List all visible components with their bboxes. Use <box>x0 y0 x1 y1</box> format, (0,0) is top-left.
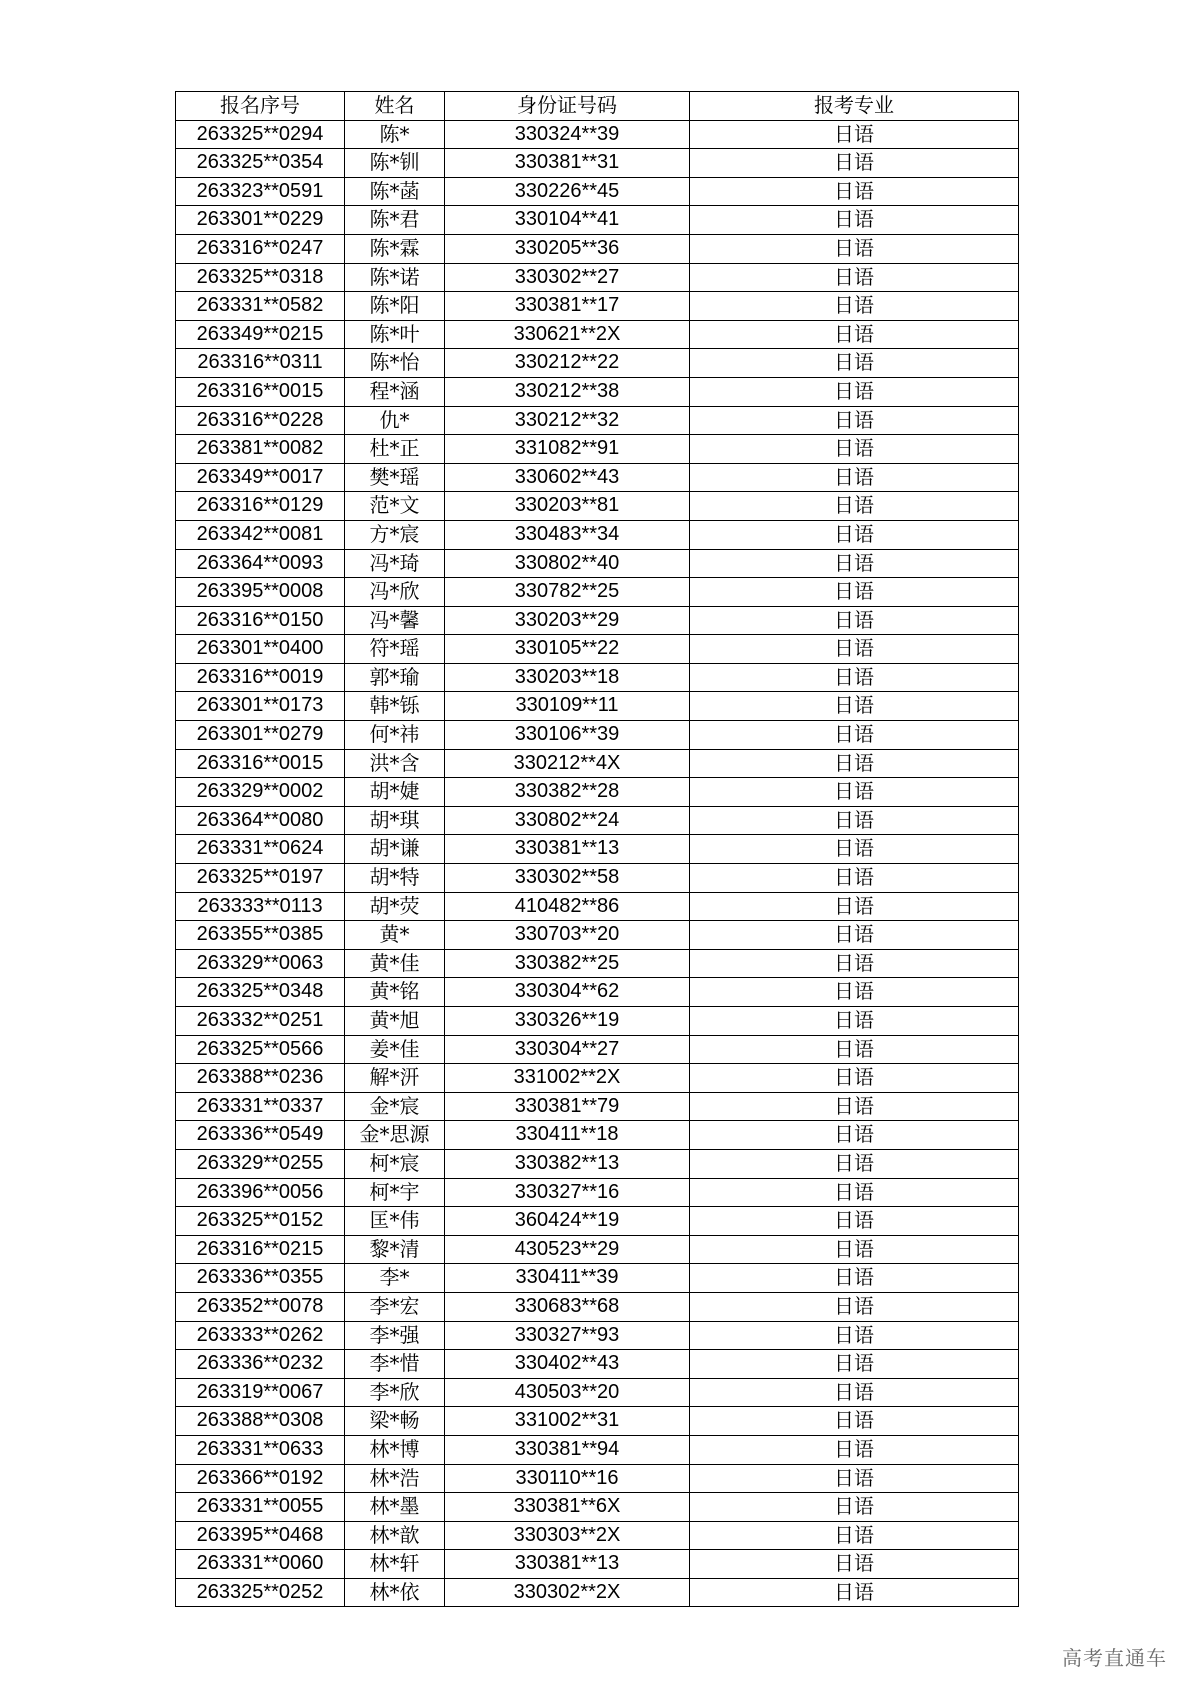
cell-registration-no: 263381**0082 <box>176 435 345 464</box>
cell-name: 柯*宇 <box>345 1178 445 1207</box>
cell-major: 日语 <box>690 778 1019 807</box>
cell-registration-no: 263301**0400 <box>176 635 345 664</box>
cell-registration-no: 263331**0055 <box>176 1493 345 1522</box>
watermark: 高考直通车 <box>1062 1646 1167 1670</box>
cell-major: 日语 <box>690 549 1019 578</box>
cell-id-number: 330226**45 <box>445 177 690 206</box>
cell-name: 范*文 <box>345 492 445 521</box>
table-header-row <box>176 92 1019 121</box>
cell-registration-no: 263316**0228 <box>176 406 345 435</box>
cell-name: 符*瑶 <box>345 635 445 664</box>
table-row <box>176 149 1019 178</box>
table-row <box>176 1035 1019 1064</box>
cell-id-number: 410482**86 <box>445 892 690 921</box>
table-row <box>176 234 1019 263</box>
table-row <box>176 463 1019 492</box>
table-row <box>176 206 1019 235</box>
cell-name: 解*汧 <box>345 1064 445 1093</box>
table-row <box>176 806 1019 835</box>
cell-major: 日语 <box>690 406 1019 435</box>
cell-id-number: 330212**38 <box>445 377 690 406</box>
cell-id-number: 330782**25 <box>445 578 690 607</box>
cell-name: 姜*佳 <box>345 1035 445 1064</box>
cell-id-number: 430523**29 <box>445 1235 690 1264</box>
cell-name: 陈*钏 <box>345 149 445 178</box>
table-row <box>176 749 1019 778</box>
cell-registration-no: 263364**0093 <box>176 549 345 578</box>
cell-id-number: 330212**22 <box>445 349 690 378</box>
table-row <box>176 978 1019 1007</box>
cell-major: 日语 <box>690 1321 1019 1350</box>
table-row <box>176 1407 1019 1436</box>
cell-registration-no: 263352**0078 <box>176 1292 345 1321</box>
table-row <box>176 377 1019 406</box>
cell-id-number: 330212**32 <box>445 406 690 435</box>
table-row <box>176 1121 1019 1150</box>
cell-name: 冯*欣 <box>345 578 445 607</box>
cell-major: 日语 <box>690 1149 1019 1178</box>
cell-registration-no: 263301**0279 <box>176 721 345 750</box>
cell-major: 日语 <box>690 177 1019 206</box>
cell-id-number: 330203**81 <box>445 492 690 521</box>
cell-name: 黎*清 <box>345 1235 445 1264</box>
cell-registration-no: 263316**0129 <box>176 492 345 521</box>
table-row <box>176 1064 1019 1093</box>
cell-major: 日语 <box>690 1264 1019 1293</box>
table-row <box>176 663 1019 692</box>
cell-registration-no: 263319**0067 <box>176 1378 345 1407</box>
header-registration-no: 报名序号 <box>176 92 345 121</box>
cell-name: 林*博 <box>345 1435 445 1464</box>
cell-registration-no: 263333**0113 <box>176 892 345 921</box>
cell-id-number: 330203**18 <box>445 663 690 692</box>
cell-id-number: 330381**17 <box>445 292 690 321</box>
cell-id-number: 331082**91 <box>445 435 690 464</box>
cell-registration-no: 263325**0252 <box>176 1578 345 1607</box>
cell-registration-no: 263342**0081 <box>176 520 345 549</box>
cell-major: 日语 <box>690 463 1019 492</box>
cell-registration-no: 263336**0549 <box>176 1121 345 1150</box>
cell-registration-no: 263331**0060 <box>176 1550 345 1579</box>
cell-name: 黄*旭 <box>345 1007 445 1036</box>
cell-name: 李*惜 <box>345 1350 445 1379</box>
cell-major: 日语 <box>690 1092 1019 1121</box>
cell-major: 日语 <box>690 1464 1019 1493</box>
table-row <box>176 177 1019 206</box>
cell-name: 金*宸 <box>345 1092 445 1121</box>
cell-name: 李*宏 <box>345 1292 445 1321</box>
cell-id-number: 330382**25 <box>445 949 690 978</box>
cell-id-number: 330381**13 <box>445 1550 690 1579</box>
cell-registration-no: 263325**0348 <box>176 978 345 1007</box>
cell-major: 日语 <box>690 1378 1019 1407</box>
table-row <box>176 1521 1019 1550</box>
cell-name: 黄*铭 <box>345 978 445 1007</box>
cell-major: 日语 <box>690 377 1019 406</box>
cell-name: 陈*阳 <box>345 292 445 321</box>
cell-id-number: 330411**18 <box>445 1121 690 1150</box>
cell-major: 日语 <box>690 320 1019 349</box>
cell-registration-no: 263366**0192 <box>176 1464 345 1493</box>
cell-registration-no: 263329**0255 <box>176 1149 345 1178</box>
header-id-number: 身份证号码 <box>445 92 690 121</box>
table-row <box>176 578 1019 607</box>
cell-id-number: 331002**31 <box>445 1407 690 1436</box>
cell-major: 日语 <box>690 1292 1019 1321</box>
cell-id-number: 330326**19 <box>445 1007 690 1036</box>
cell-name: 黄*佳 <box>345 949 445 978</box>
cell-major: 日语 <box>690 120 1019 149</box>
cell-name: 陈* <box>345 120 445 149</box>
cell-name: 陈*叶 <box>345 320 445 349</box>
cell-major: 日语 <box>690 1035 1019 1064</box>
table-row <box>176 949 1019 978</box>
cell-name: 胡*荧 <box>345 892 445 921</box>
table-row <box>176 1550 1019 1579</box>
table-body <box>176 120 1019 1607</box>
cell-name: 陈*菡 <box>345 177 445 206</box>
cell-id-number: 330302**27 <box>445 263 690 292</box>
cell-id-number: 330382**13 <box>445 1149 690 1178</box>
cell-major: 日语 <box>690 835 1019 864</box>
cell-registration-no: 263364**0080 <box>176 806 345 835</box>
table-row <box>176 921 1019 950</box>
cell-name: 樊*瑶 <box>345 463 445 492</box>
cell-id-number: 330304**27 <box>445 1035 690 1064</box>
cell-id-number: 331002**2X <box>445 1064 690 1093</box>
cell-id-number: 330302**2X <box>445 1578 690 1607</box>
table-row <box>176 1007 1019 1036</box>
cell-id-number: 330324**39 <box>445 120 690 149</box>
table-row <box>176 1378 1019 1407</box>
cell-id-number: 330602**43 <box>445 463 690 492</box>
cell-name: 洪*含 <box>345 749 445 778</box>
cell-name: 黄* <box>345 921 445 950</box>
cell-name: 胡*特 <box>345 864 445 893</box>
cell-major: 日语 <box>690 1121 1019 1150</box>
cell-registration-no: 263336**0232 <box>176 1350 345 1379</box>
cell-major: 日语 <box>690 578 1019 607</box>
cell-id-number: 360424**19 <box>445 1207 690 1236</box>
admission-list-table <box>175 91 1019 1607</box>
cell-registration-no: 263316**0015 <box>176 749 345 778</box>
cell-registration-no: 263323**0591 <box>176 177 345 206</box>
cell-name: 仇* <box>345 406 445 435</box>
cell-major: 日语 <box>690 864 1019 893</box>
cell-name: 郭*瑜 <box>345 663 445 692</box>
cell-registration-no: 263395**0468 <box>176 1521 345 1550</box>
table-row <box>176 406 1019 435</box>
cell-registration-no: 263316**0150 <box>176 606 345 635</box>
table-row <box>176 492 1019 521</box>
cell-name: 胡*琪 <box>345 806 445 835</box>
cell-name: 何*祎 <box>345 721 445 750</box>
table-row <box>176 1207 1019 1236</box>
table-row <box>176 1464 1019 1493</box>
cell-id-number: 430503**20 <box>445 1378 690 1407</box>
cell-id-number: 330381**31 <box>445 149 690 178</box>
table-row <box>176 1578 1019 1607</box>
table-row <box>176 120 1019 149</box>
cell-registration-no: 263329**0002 <box>176 778 345 807</box>
cell-major: 日语 <box>690 806 1019 835</box>
cell-id-number: 330212**4X <box>445 749 690 778</box>
cell-name: 陈*霖 <box>345 234 445 263</box>
cell-major: 日语 <box>690 892 1019 921</box>
table-row <box>176 1435 1019 1464</box>
cell-registration-no: 263395**0008 <box>176 578 345 607</box>
cell-name: 梁*畅 <box>345 1407 445 1436</box>
cell-name: 杜*正 <box>345 435 445 464</box>
cell-registration-no: 263329**0063 <box>176 949 345 978</box>
cell-major: 日语 <box>690 149 1019 178</box>
cell-registration-no: 263301**0173 <box>176 692 345 721</box>
table-row <box>176 1264 1019 1293</box>
cell-major: 日语 <box>690 435 1019 464</box>
cell-id-number: 330303**2X <box>445 1521 690 1550</box>
table-row <box>176 549 1019 578</box>
cell-name: 冯*琦 <box>345 549 445 578</box>
cell-name: 林*轩 <box>345 1550 445 1579</box>
cell-id-number: 330402**43 <box>445 1350 690 1379</box>
cell-name: 陈*君 <box>345 206 445 235</box>
cell-name: 胡*谦 <box>345 835 445 864</box>
cell-id-number: 330683**68 <box>445 1292 690 1321</box>
cell-major: 日语 <box>690 1178 1019 1207</box>
cell-id-number: 330110**16 <box>445 1464 690 1493</box>
cell-id-number: 330381**79 <box>445 1092 690 1121</box>
cell-name: 陈*诺 <box>345 263 445 292</box>
cell-id-number: 330621**2X <box>445 320 690 349</box>
cell-registration-no: 263349**0017 <box>176 463 345 492</box>
cell-major: 日语 <box>690 978 1019 1007</box>
table-row <box>176 692 1019 721</box>
cell-registration-no: 263336**0355 <box>176 1264 345 1293</box>
cell-registration-no: 263331**0633 <box>176 1435 345 1464</box>
cell-major: 日语 <box>690 1550 1019 1579</box>
cell-name: 方*宸 <box>345 520 445 549</box>
cell-major: 日语 <box>690 692 1019 721</box>
cell-registration-no: 263396**0056 <box>176 1178 345 1207</box>
cell-major: 日语 <box>690 1435 1019 1464</box>
cell-id-number: 330381**94 <box>445 1435 690 1464</box>
cell-id-number: 330105**22 <box>445 635 690 664</box>
cell-registration-no: 263325**0294 <box>176 120 345 149</box>
cell-id-number: 330304**62 <box>445 978 690 1007</box>
table-row <box>176 1178 1019 1207</box>
cell-major: 日语 <box>690 949 1019 978</box>
cell-major: 日语 <box>690 206 1019 235</box>
cell-name: 林*墨 <box>345 1493 445 1522</box>
table-row <box>176 892 1019 921</box>
cell-name: 匡*伟 <box>345 1207 445 1236</box>
cell-id-number: 330203**29 <box>445 606 690 635</box>
cell-major: 日语 <box>690 1407 1019 1436</box>
cell-major: 日语 <box>690 292 1019 321</box>
cell-registration-no: 263325**0152 <box>176 1207 345 1236</box>
cell-name: 李*欣 <box>345 1378 445 1407</box>
cell-id-number: 330411**39 <box>445 1264 690 1293</box>
cell-registration-no: 263316**0019 <box>176 663 345 692</box>
cell-major: 日语 <box>690 1521 1019 1550</box>
cell-id-number: 330483**34 <box>445 520 690 549</box>
cell-name: 林*歆 <box>345 1521 445 1550</box>
table-row <box>176 1292 1019 1321</box>
cell-major: 日语 <box>690 492 1019 521</box>
table-row <box>176 1493 1019 1522</box>
cell-name: 林*浩 <box>345 1464 445 1493</box>
cell-major: 日语 <box>690 1350 1019 1379</box>
cell-registration-no: 263301**0229 <box>176 206 345 235</box>
cell-id-number: 330381**13 <box>445 835 690 864</box>
cell-registration-no: 263355**0385 <box>176 921 345 950</box>
cell-id-number: 330802**24 <box>445 806 690 835</box>
cell-major: 日语 <box>690 234 1019 263</box>
cell-registration-no: 263325**0197 <box>176 864 345 893</box>
table-row <box>176 1235 1019 1264</box>
cell-id-number: 330205**36 <box>445 234 690 263</box>
table-row <box>176 1149 1019 1178</box>
table-row <box>176 606 1019 635</box>
table-row <box>176 320 1019 349</box>
cell-major: 日语 <box>690 263 1019 292</box>
cell-major: 日语 <box>690 349 1019 378</box>
cell-id-number: 330802**40 <box>445 549 690 578</box>
cell-name: 陈*怡 <box>345 349 445 378</box>
cell-registration-no: 263331**0337 <box>176 1092 345 1121</box>
cell-major: 日语 <box>690 606 1019 635</box>
cell-name: 韩*铄 <box>345 692 445 721</box>
cell-registration-no: 263349**0215 <box>176 320 345 349</box>
cell-id-number: 330302**58 <box>445 864 690 893</box>
table-row <box>176 520 1019 549</box>
table-row <box>176 1092 1019 1121</box>
table-row <box>176 635 1019 664</box>
cell-id-number: 330104**41 <box>445 206 690 235</box>
cell-name: 林*依 <box>345 1578 445 1607</box>
table-row <box>176 292 1019 321</box>
cell-name: 柯*宸 <box>345 1149 445 1178</box>
cell-registration-no: 263316**0247 <box>176 234 345 263</box>
cell-registration-no: 263331**0624 <box>176 835 345 864</box>
cell-name: 胡*婕 <box>345 778 445 807</box>
cell-id-number: 330106**39 <box>445 721 690 750</box>
cell-name: 李* <box>345 1264 445 1293</box>
table-row <box>176 721 1019 750</box>
header-major: 报考专业 <box>690 92 1019 121</box>
table-row <box>176 1350 1019 1379</box>
table-row <box>176 349 1019 378</box>
cell-registration-no: 263388**0308 <box>176 1407 345 1436</box>
header-name: 姓名 <box>345 92 445 121</box>
cell-id-number: 330327**93 <box>445 1321 690 1350</box>
cell-id-number: 330703**20 <box>445 921 690 950</box>
cell-registration-no: 263325**0354 <box>176 149 345 178</box>
cell-registration-no: 263316**0015 <box>176 377 345 406</box>
cell-registration-no: 263331**0582 <box>176 292 345 321</box>
cell-major: 日语 <box>690 721 1019 750</box>
cell-major: 日语 <box>690 1493 1019 1522</box>
cell-major: 日语 <box>690 1578 1019 1607</box>
cell-major: 日语 <box>690 1207 1019 1236</box>
cell-id-number: 330381**6X <box>445 1493 690 1522</box>
cell-major: 日语 <box>690 1235 1019 1264</box>
cell-id-number: 330109**11 <box>445 692 690 721</box>
cell-registration-no: 263316**0311 <box>176 349 345 378</box>
table-row <box>176 1321 1019 1350</box>
cell-major: 日语 <box>690 749 1019 778</box>
cell-major: 日语 <box>690 635 1019 664</box>
table-row <box>176 835 1019 864</box>
cell-registration-no: 263325**0318 <box>176 263 345 292</box>
cell-name: 冯*馨 <box>345 606 445 635</box>
cell-major: 日语 <box>690 1064 1019 1093</box>
cell-registration-no: 263333**0262 <box>176 1321 345 1350</box>
cell-major: 日语 <box>690 663 1019 692</box>
cell-id-number: 330327**16 <box>445 1178 690 1207</box>
cell-registration-no: 263316**0215 <box>176 1235 345 1264</box>
cell-name: 程*涵 <box>345 377 445 406</box>
cell-name: 李*强 <box>345 1321 445 1350</box>
cell-name: 金*思源 <box>345 1121 445 1150</box>
cell-id-number: 330382**28 <box>445 778 690 807</box>
cell-registration-no: 263325**0566 <box>176 1035 345 1064</box>
cell-major: 日语 <box>690 1007 1019 1036</box>
cell-registration-no: 263388**0236 <box>176 1064 345 1093</box>
table-row <box>176 864 1019 893</box>
table-row <box>176 263 1019 292</box>
cell-registration-no: 263332**0251 <box>176 1007 345 1036</box>
table-row <box>176 435 1019 464</box>
table-row <box>176 778 1019 807</box>
cell-major: 日语 <box>690 520 1019 549</box>
cell-major: 日语 <box>690 921 1019 950</box>
